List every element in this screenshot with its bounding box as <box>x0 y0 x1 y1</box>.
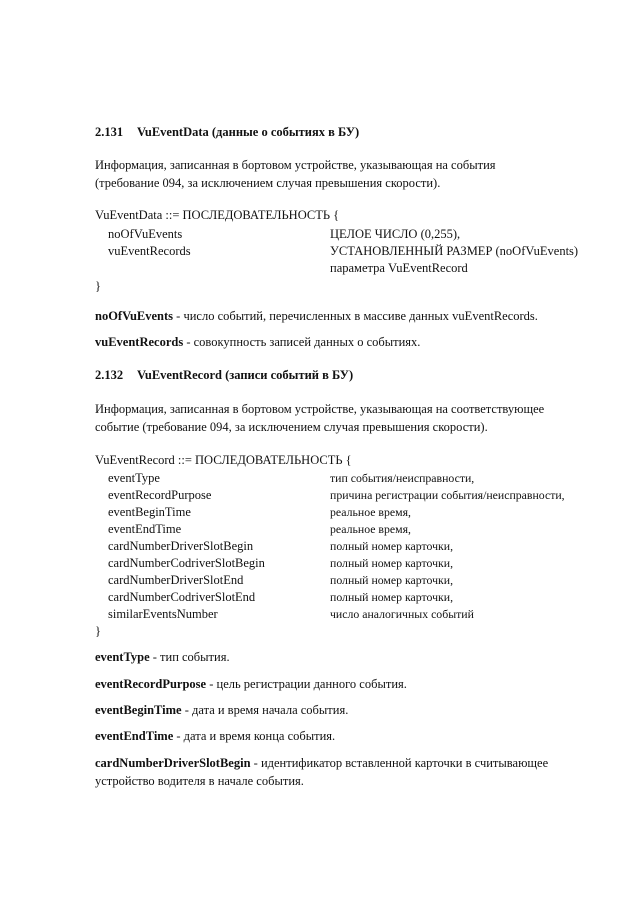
definition-text: - цель регистрации данного события. <box>206 677 407 691</box>
definition <box>95 335 420 350</box>
definition-term: cardNumberDriverSlotBegin <box>95 756 251 770</box>
definition-text: - совокупность записей данных о событиях. <box>183 335 421 349</box>
definition-text: - число событий, перечисленных в массиве данных vuEventRecords. <box>173 309 538 323</box>
code-field-row <box>108 470 588 487</box>
field-name: eventType <box>108 471 160 485</box>
code-field-row <box>108 606 588 623</box>
definition-text: - идентификатор вставленной карточки в считывающее <box>250 756 549 770</box>
intro-line: Информация, записанная в бортовом устройстве, указывающая на соответствующее <box>95 402 545 416</box>
field-type: причина регистрации события/неисправности, <box>330 488 565 502</box>
code-field-row <box>108 538 588 555</box>
field-type: полный номер карточки, <box>330 539 454 553</box>
field-type: полный номер карточки, <box>330 556 454 570</box>
definition-text: - тип события. <box>149 650 230 664</box>
field-name: noOfVuEvents <box>108 227 183 241</box>
field-type: реальное время, <box>330 522 411 536</box>
definition <box>95 650 230 665</box>
field-name: similarEventsNumber <box>108 607 218 621</box>
code-field-row <box>108 504 588 521</box>
field-type: полный номер карточки, <box>330 573 454 587</box>
field-type: реальное время, <box>330 505 411 519</box>
definition-term: vuEventRecords <box>95 335 184 349</box>
definition-term: eventRecordPurpose <box>95 677 207 691</box>
field-name: cardNumberCodriverSlotEnd <box>108 590 256 604</box>
intro-line: (требование 094, за исключением случая превышения скорости). <box>95 176 441 190</box>
field-name: eventRecordPurpose <box>108 488 212 502</box>
code-open: VuEventData ::= ПОСЛЕДОВАТЕЛЬНОСТЬ { <box>95 208 340 222</box>
definition-term: eventType <box>95 650 150 664</box>
intro-line: событие (требование 094, за исключением случая превышения скорости). <box>95 420 488 434</box>
field-name: eventBeginTime <box>108 505 191 519</box>
code-field-row <box>108 487 588 504</box>
definition <box>95 729 335 744</box>
code-close: } <box>95 279 101 293</box>
code-close: } <box>95 624 101 638</box>
section-heading-2-132 <box>95 368 353 383</box>
field-name: vuEventRecords <box>108 244 191 258</box>
field-name: cardNumberDriverSlotBegin <box>108 539 254 553</box>
section-title: VuEventData (данные о событиях в БУ) <box>137 125 360 139</box>
definition <box>95 677 407 692</box>
section-intro <box>95 400 544 436</box>
code-field-row <box>108 572 588 589</box>
definition-term: eventBeginTime <box>95 703 182 717</box>
code-field-row <box>108 555 588 572</box>
section-number: 2.132 <box>95 368 124 382</box>
code-field-row <box>108 226 588 243</box>
field-type: ЦЕЛОЕ ЧИСЛО (0,255), <box>330 227 461 241</box>
code-field-row <box>108 589 588 606</box>
code-open: VuEventRecord ::= ПОСЛЕДОВАТЕЛЬНОСТЬ { <box>95 453 352 467</box>
section-heading-2-131 <box>95 125 359 140</box>
field-type: число аналогичных событий <box>330 607 474 621</box>
definition-continuation: устройство водителя в начале события. <box>95 774 304 788</box>
definition <box>95 754 548 790</box>
section-title: VuEventRecord (записи событий в БУ) <box>137 368 354 382</box>
section-number: 2.131 <box>95 125 124 139</box>
definition <box>95 703 348 718</box>
section-intro <box>95 156 496 192</box>
field-name: eventEndTime <box>108 522 182 536</box>
code-fields <box>108 470 588 623</box>
field-name: cardNumberDriverSlotEnd <box>108 573 244 587</box>
field-name: cardNumberCodriverSlotBegin <box>108 556 265 570</box>
definition <box>95 309 538 324</box>
code-fields <box>108 226 588 277</box>
field-type: тип события/неисправности, <box>330 471 475 485</box>
code-field-row <box>108 243 588 260</box>
definition-term: eventEndTime <box>95 729 174 743</box>
field-type: полный номер карточки, <box>330 590 454 604</box>
code-field-row <box>108 260 588 277</box>
field-type: параметра VuEventRecord <box>330 261 468 275</box>
definition-text: - дата и время начала события. <box>181 703 349 717</box>
definition-term: noOfVuEvents <box>95 309 174 323</box>
field-type: УСТАНОВЛЕННЫЙ РАЗМЕР (noOfVuEvents) <box>330 244 579 258</box>
intro-line: Информация, записанная в бортовом устройстве, указывающая на события <box>95 158 496 172</box>
definition-text: - дата и время конца события. <box>173 729 336 743</box>
code-field-row <box>108 521 588 538</box>
